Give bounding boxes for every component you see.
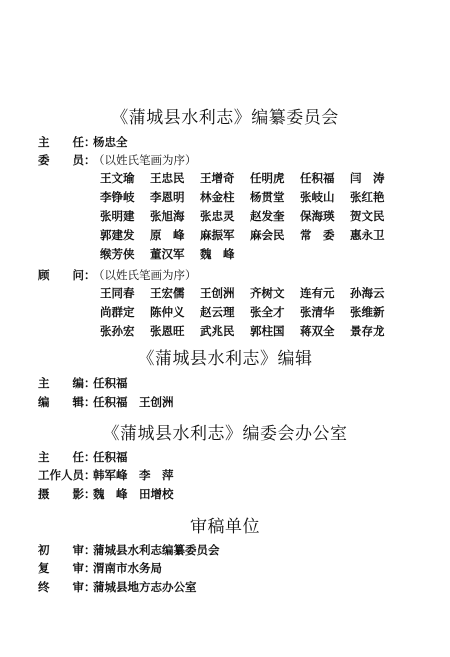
member-name: 王文瑜 (100, 171, 135, 185)
adviser-name: 张全才 (250, 305, 285, 319)
member-name: 原 峰 (150, 228, 185, 242)
members-row-4 (100, 226, 400, 245)
first-review-label: 初 审： (38, 543, 96, 557)
adviser-name: 王同春 (100, 286, 135, 300)
adviser-name: 郭柱国 (250, 324, 285, 338)
adviser-name: 张清华 (300, 305, 335, 319)
members-row-3 (100, 207, 400, 226)
member-name: 任积福 (300, 171, 335, 185)
office-director-label: 主 任： (38, 450, 96, 464)
adviser-name: 武兆民 (200, 324, 235, 338)
advisers-row (38, 266, 197, 284)
member-name: 郭建发 (100, 228, 135, 242)
office-heading: 《蒲城县水利志》编委会办公室 (102, 424, 348, 444)
member-name: 李恩明 (150, 190, 185, 204)
office-staff-row (38, 466, 174, 484)
office-director-row (38, 448, 128, 466)
chief-editor-label: 主 编： (38, 376, 96, 390)
adviser-name: 王宏儒 (150, 286, 185, 300)
member-name: 保海瑛 (300, 209, 335, 223)
member-name: 张明建 (100, 209, 135, 223)
chief-editor-name: 任积福 (93, 376, 128, 390)
members-order-note: （以姓氏笔画为序） (93, 153, 197, 167)
member-name: 缑芳侠 (100, 247, 135, 261)
photography-label: 摄 影： (38, 487, 96, 501)
advisers-label: 顾 问： (38, 268, 96, 282)
member-name: 魏 峰 (200, 247, 235, 261)
members-row (38, 151, 197, 169)
second-review-row (38, 559, 162, 577)
final-review-unit: 蒲城县地方志办公室 (93, 580, 197, 594)
member-name: 麻会民 (250, 228, 285, 242)
adviser-name: 齐树文 (250, 286, 285, 300)
photography-names: 魏 峰 田增校 (93, 487, 174, 501)
advisers-row-1 (100, 284, 400, 303)
member-name: 李铮岐 (100, 190, 135, 204)
advisers-order-note: （以姓氏笔画为序） (93, 268, 197, 282)
review-heading: 审稿单位 (190, 517, 260, 537)
adviser-name: 张孙宏 (100, 324, 135, 338)
members-row-2 (100, 188, 400, 207)
member-name: 王忠民 (150, 171, 185, 185)
member-name: 贺文民 (350, 209, 385, 223)
office-staff-label: 工作人员： (38, 468, 96, 482)
final-review-row (38, 578, 197, 596)
second-review-label: 复 审： (38, 561, 96, 575)
member-name: 林金柱 (200, 190, 235, 204)
advisers-list (100, 284, 400, 341)
member-name: 常 委 (300, 228, 335, 242)
member-name: 张红艳 (350, 190, 385, 204)
first-review-unit: 蒲城县水利志编纂委员会 (93, 543, 220, 557)
member-name: 董汉军 (150, 247, 185, 261)
final-review-label: 终 审： (38, 580, 96, 594)
chair-name: 杨忠全 (93, 135, 128, 149)
member-name: 惠永卫 (350, 228, 385, 242)
first-review-row (38, 541, 220, 559)
photography-row (38, 485, 174, 503)
advisers-row-2 (100, 303, 400, 322)
second-review-unit: 渭南市水务局 (93, 561, 162, 575)
members-label: 委 员： (38, 153, 96, 167)
chair-label: 主 任： (38, 135, 96, 149)
adviser-name: 连有元 (300, 286, 335, 300)
member-name: 张旭海 (150, 209, 185, 223)
office-director-name: 任积福 (93, 450, 128, 464)
adviser-name: 赵云理 (200, 305, 235, 319)
member-name: 闫 涛 (350, 171, 385, 185)
adviser-name: 张恩旺 (150, 324, 185, 338)
member-name: 麻振军 (200, 228, 235, 242)
adviser-name: 陈仲义 (150, 305, 185, 319)
adviser-name: 尚群定 (100, 305, 135, 319)
editor-label: 编 辑： (38, 395, 96, 409)
member-name: 王增奇 (200, 171, 235, 185)
member-name: 张岐山 (300, 190, 335, 204)
member-name: 杨贯堂 (250, 190, 285, 204)
editor-names: 任积福 王创洲 (93, 395, 174, 409)
office-staff-names: 韩军峰 李 萍 (93, 468, 174, 482)
advisers-row-3 (100, 322, 400, 341)
committee-heading: 《蒲城县水利志》编纂委员会 (111, 108, 339, 128)
editor-row (38, 393, 174, 411)
members-row-1 (100, 169, 400, 188)
member-name: 任明虎 (250, 171, 285, 185)
member-name: 张忠灵 (200, 209, 235, 223)
adviser-name: 蒋双全 (300, 324, 335, 338)
chief-editor-row (38, 374, 128, 392)
member-name: 赵发奎 (250, 209, 285, 223)
adviser-name: 景存龙 (350, 324, 385, 338)
members-row-5 (100, 245, 400, 264)
editors-heading: 《蒲城县水利志》编辑 (137, 349, 313, 369)
adviser-name: 孙海云 (350, 286, 385, 300)
members-list (100, 169, 400, 264)
chair-row (38, 133, 128, 151)
adviser-name: 王创洲 (200, 286, 235, 300)
adviser-name: 张维新 (350, 305, 385, 319)
